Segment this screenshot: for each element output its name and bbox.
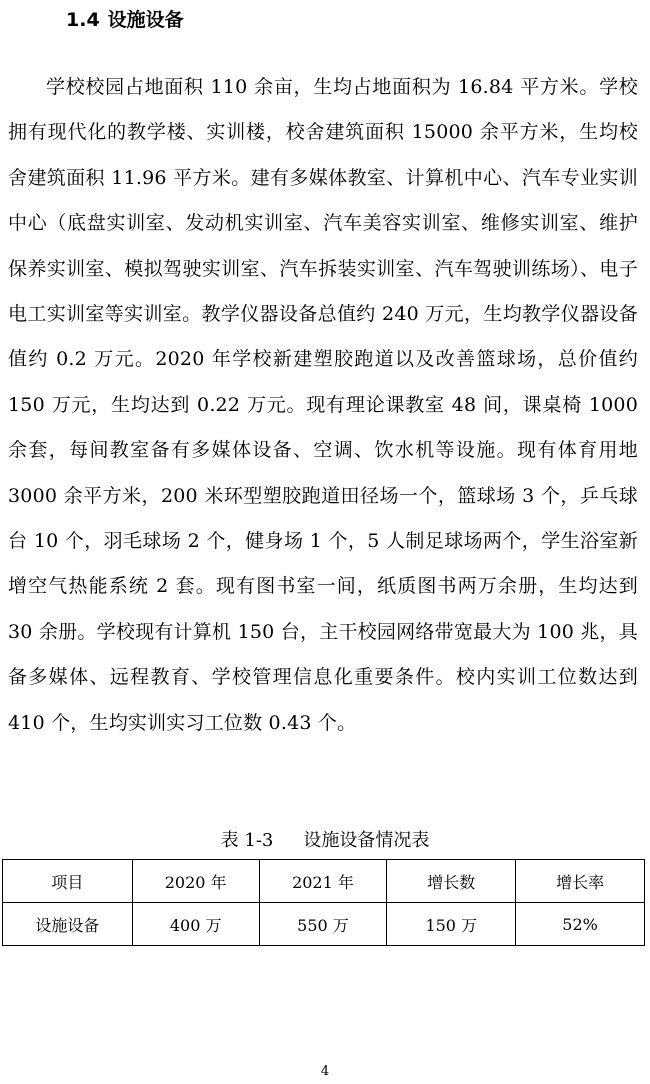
section-heading (66, 6, 184, 34)
table-caption-title: 设施设备情况表 (303, 830, 430, 851)
body-paragraph: 学校校园占地面积 110 余亩，生均占地面积为 16.84 平方米。学校拥有现代化的教学楼、实训楼，校舍建筑面积 15000 余平方米，生均校舍建筑面积 11.96 平方米。建有多媒体教室、计算机中心、汽车专业实训中心（底盘实训室、发动机实训室、汽车美容实训室、维修实训室、维护保养实训室、模拟驾驶实训室、汽车拆装实训室、汽车驾驶训练场）、电子电工实训室等实训室。教学仪器设备总值约 240 万元，生均教学仪器设备值约 0.2 万元。2020 年学校新建塑胶跑道以及改善篮球场，总价值约 150 万元，生均达到 0.22 万元。现有理论课教室 48 间，课桌椅 1000 余套，每间教室备有多媒体设备、空调、饮水机等设施。现有体育用地 3000 余平方米，200 米环型塑胶跑道田径场一个，篮球场 3 个，乒乓球台 10 个，羽毛球场 2 个，健身场 1 个，5 人制足球场两个，学生浴室新增空气热能系统 2 套。现有图书室一间，纸质图书两万余册，生均达到 30 余册。学校现有计算机 150 台，主干校园网络带宽最大为 100 兆，具备多媒体、远程教育、学校管理信息化重要条件。校内实训工位数达到 410 个，生均实训实习工位数 0.43 个。 (8, 76, 638, 734)
cell-2020: 400 万 (132, 903, 259, 946)
page-number: 4 (320, 1064, 330, 1079)
table-row (3, 903, 645, 946)
table-caption (0, 826, 650, 856)
table-caption-number: 表 1-3 (220, 830, 274, 851)
cell-growth-rate: 52% (516, 903, 645, 946)
header-item: 项目 (3, 860, 133, 903)
header-growth-amount: 增长数 (387, 860, 516, 903)
header-2021: 2021 年 (259, 860, 387, 903)
cell-item: 设施设备 (3, 903, 133, 946)
section-number: 1.4 (66, 9, 100, 31)
header-2020: 2020 年 (132, 860, 259, 903)
facility-table (2, 859, 645, 946)
header-growth-rate: 增长率 (516, 860, 645, 903)
cell-growth-amount: 150 万 (387, 903, 516, 946)
cell-2021: 550 万 (259, 903, 387, 946)
section-title: 设施设备 (107, 9, 184, 31)
table-header-row (3, 860, 645, 903)
